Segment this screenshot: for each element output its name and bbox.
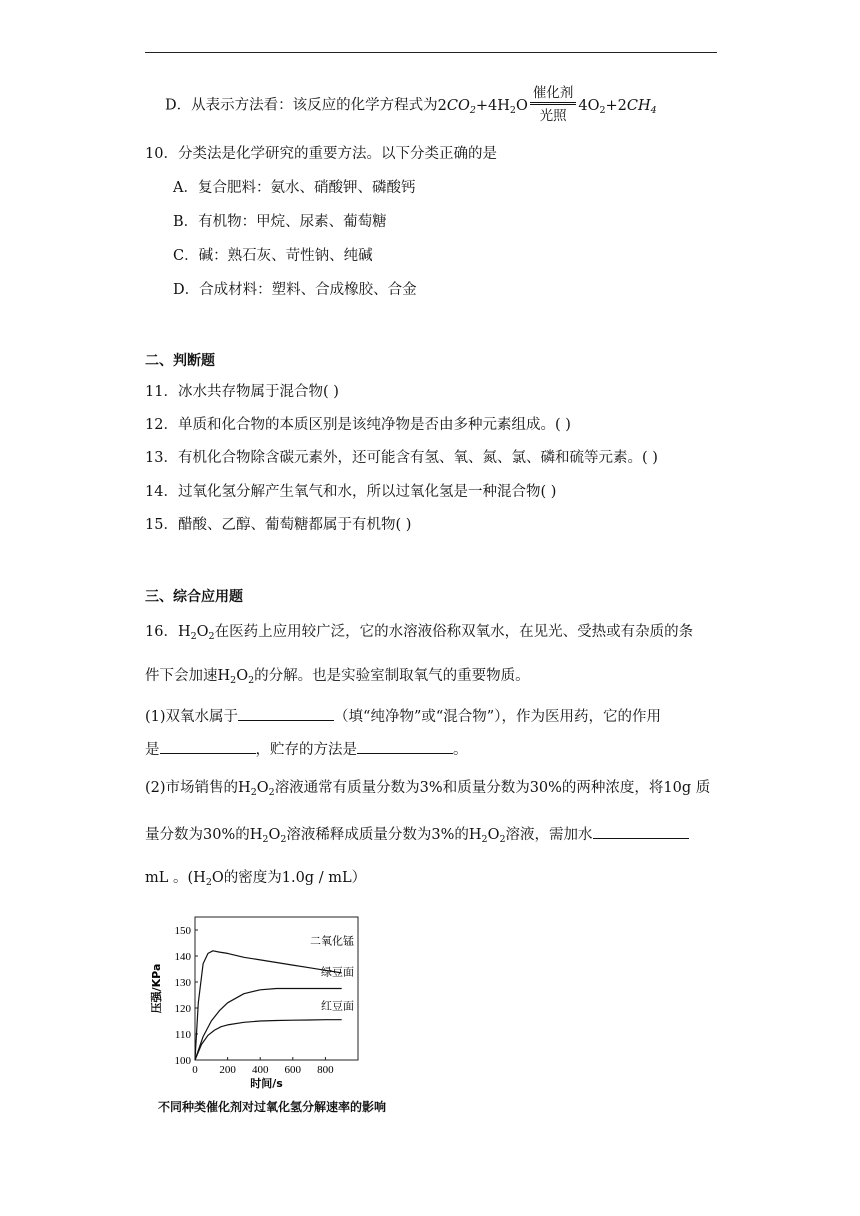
section-title-application: 三、综合应用题 [145,589,243,605]
series-label: 红豆面 [321,999,354,1013]
answer-blank-water-volume[interactable] [593,824,689,839]
q16-part2-line-3: mL 。($H_2O$的密度为1.0g / mL） [145,870,367,888]
series-line [195,1020,342,1060]
x-tick-label: 600 [284,1064,302,1076]
series-line [195,951,342,1060]
series-label: 二氧化锰 [310,934,354,948]
q10-option-d[interactable]: D．合成材料：塑料、合成橡胶、合金 [173,282,417,298]
header-rule [145,52,717,53]
q10-stem: 10．分类法是化学研究的重要方法。以下分类正确的是 [145,146,497,162]
answer-blank-substance-type[interactable] [238,706,334,721]
q11: 11．冰水共存物属于混合物( ) [145,384,339,400]
q10-option-b[interactable]: B．有机物：甲烷、尿素、葡萄糖 [173,214,387,230]
answer-blank-storage[interactable] [357,739,453,754]
q13: 13．有机化合物除含碳元素外，还可能含有氢、氧、氮、氯、磷和硫等元素。( ) [145,450,658,466]
pressure-time-chart [150,910,370,1096]
x-tick-label: 400 [251,1064,269,1076]
x-axis-label: 时间/s [250,1077,283,1090]
reaction-condition: $\frac{\text{催化剂}}{\text{光照}}$ [530,84,577,127]
q16-part2-line-2: 量分数为30%的$H_2O_2$溶液稀释成质量分数为3%的$H_2O_2$溶液，需加水 [145,823,689,845]
series-line [195,989,342,1061]
q16-line-1: 16．$H_2O_2$在医药上应用较广泛，它的水溶液俗称双氧水，在见光、受热或有杂质的条 [145,624,694,642]
y-axis-label: 压强/KPa [150,963,163,1014]
option-text: D．从表示方法看：该反应的化学方程式为 [165,97,438,114]
series-label: 绿豆面 [321,965,354,979]
x-tick-label: 0 [192,1064,198,1076]
chemical-equation: $2CO_2+4H_2O$ $\frac{\text{催化剂}}{\text{光照}}$ $4O_2+2CH_4$ [438,98,657,114]
q16-part1-line-1: (1)双氧水属于 （填“纯净物”或“混合物”），作为医用药，它的作用 [145,705,661,726]
q16-part2-line-1: (2)市场销售的$H_2O_2$溶液通常有质量分数为3%和质量分数为30%的两种浓度，将10g 质 [145,780,711,798]
y-tick-label: 120 [174,1003,191,1015]
q16-part1-line-2: 是 ，贮存的方法是 。 [145,738,468,759]
y-tick-label: 110 [174,1029,191,1041]
x-tick-label: 800 [317,1064,334,1076]
q16-line-2: 件下会加速$H_2O_2$的分解。也是实验室制取氧气的重要物质。 [145,668,530,686]
chart-caption: 不同种类催化剂对过氧化氢分解速率的影响 [158,1100,387,1114]
q9-option-d[interactable] [165,84,657,127]
y-tick-label: 150 [174,925,191,937]
q10-option-c[interactable]: C．碱：熟石灰、苛性钠、纯碱 [173,248,373,264]
section-title-judgment: 二、判断题 [145,353,215,369]
answer-blank-function[interactable] [160,739,256,754]
q15: 15．醋酸、乙醇、葡萄糖都属于有机物( ) [145,517,412,533]
y-tick-label: 140 [174,951,191,963]
q12: 12．单质和化合物的本质区别是该纯净物是否由多种元素组成。( ) [145,417,571,433]
y-tick-label: 130 [174,977,191,989]
x-tick-label: 200 [219,1064,236,1076]
q14: 14．过氧化氢分解产生氧气和水，所以过氧化氢是一种混合物( ) [145,484,557,500]
y-tick-label: 100 [174,1055,191,1067]
q10-option-a[interactable]: A．复合肥料：氨水、硝酸钾、磷酸钙 [173,180,416,196]
